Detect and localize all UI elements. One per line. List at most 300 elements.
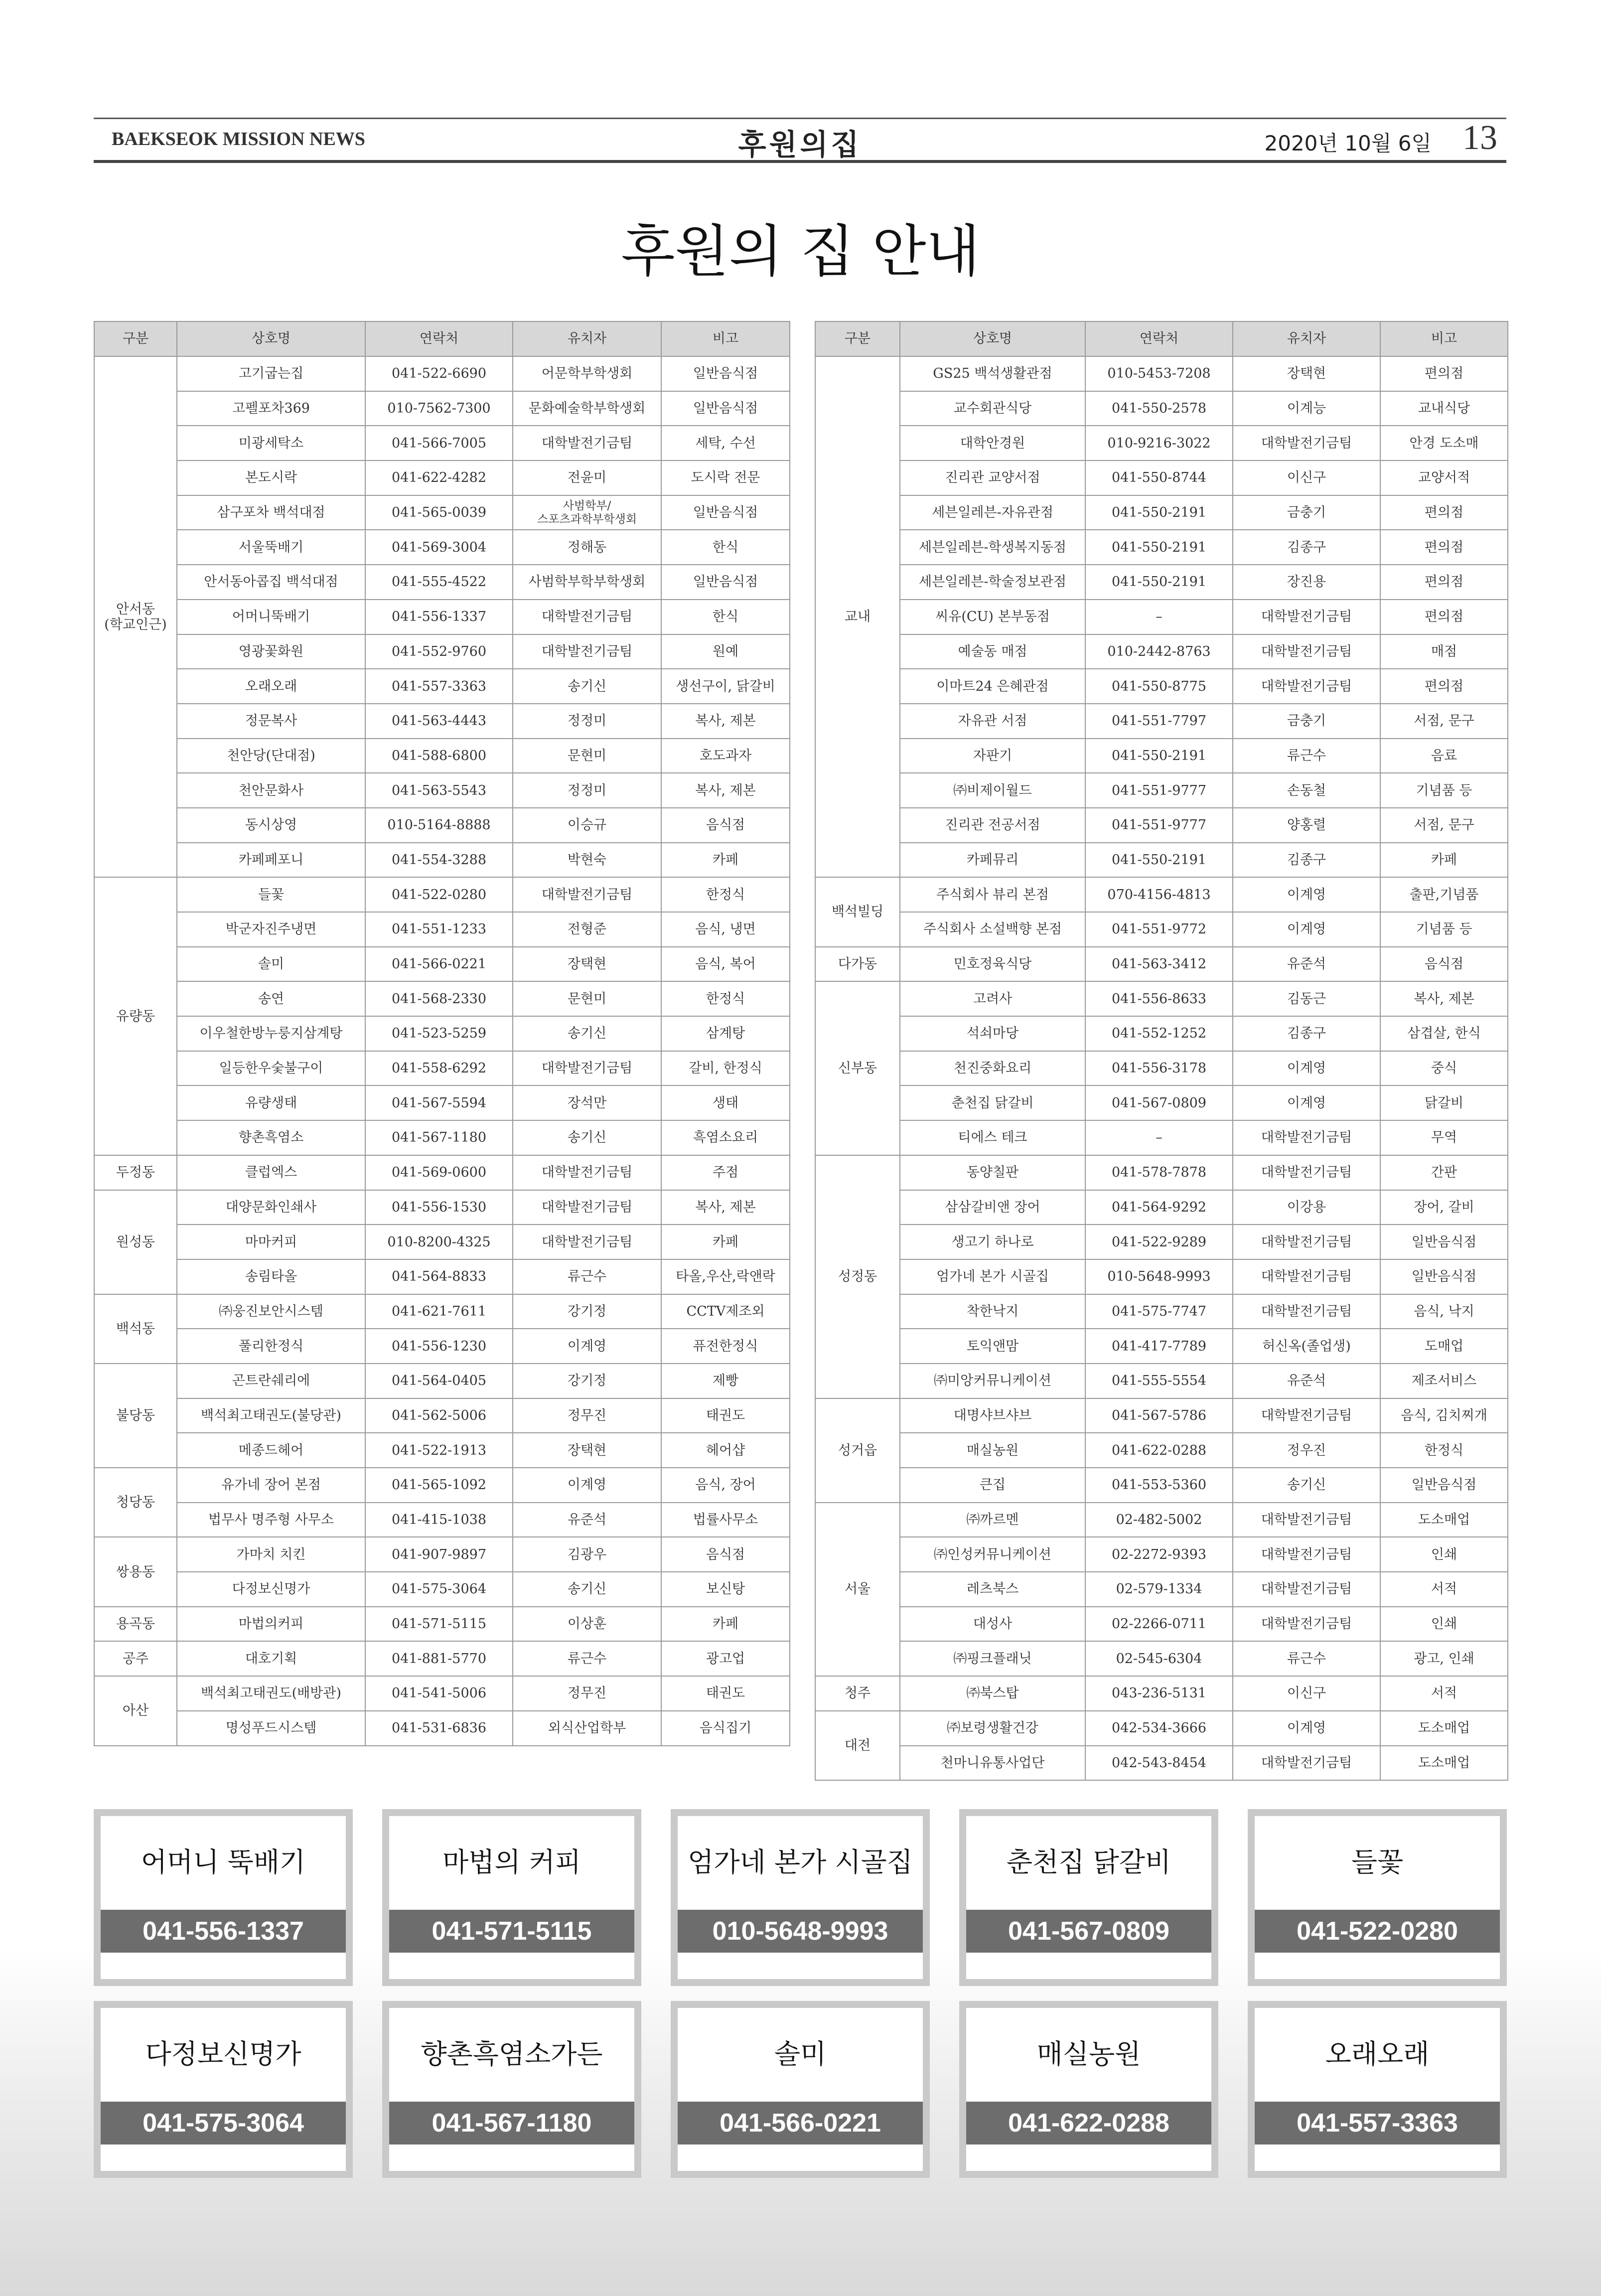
- recruiter-cell: 허신옥(졸업생): [1233, 1329, 1380, 1364]
- phone-cell: 041-522-9289: [1085, 1225, 1233, 1259]
- phone-cell: 041-556-1230: [365, 1329, 513, 1364]
- phone-cell: 042-534-3666: [1085, 1711, 1233, 1746]
- store-name-cell: ㈜보령생활건강: [900, 1711, 1085, 1746]
- phone-cell: 041-531-6836: [365, 1711, 513, 1746]
- col-header-store: 상호명: [177, 321, 365, 356]
- note-cell: 음식, 냉면: [661, 912, 790, 947]
- note-cell: 중식: [1380, 1051, 1508, 1086]
- table-row: [94, 1468, 790, 1503]
- recruiter-cell: 사범학부학부학생회: [513, 565, 661, 600]
- recruiter-cell: 대학발전기금팀: [1233, 1398, 1380, 1433]
- store-name-cell: 민호정육식당: [900, 947, 1085, 982]
- phone-cell: 02-2272-9393: [1085, 1537, 1233, 1572]
- recruiter-cell: 손동철: [1233, 773, 1380, 808]
- store-name-cell: 춘천집 닭갈비: [900, 1085, 1085, 1120]
- recruiter-cell: 대학발전기금팀: [1233, 1746, 1380, 1781]
- phone-cell: 041-555-5554: [1085, 1364, 1233, 1398]
- sponsor-card-body: [678, 2008, 923, 2171]
- sponsor-card-body: [1255, 1816, 1500, 1979]
- area-cell: 다가동: [815, 947, 900, 982]
- phone-cell: 010-7562-7300: [365, 391, 513, 426]
- recruiter-cell: 대학발전기금팀: [1233, 1225, 1380, 1259]
- note-cell: 닭갈비: [1380, 1085, 1508, 1120]
- note-cell: 편의점: [1380, 495, 1508, 530]
- note-cell: 법률사무소: [661, 1503, 790, 1537]
- phone-cell: 041-575-7747: [1085, 1294, 1233, 1329]
- note-cell: 음식, 낙지: [1380, 1294, 1508, 1329]
- phone-cell: 041-554-3288: [365, 843, 513, 878]
- note-cell: 흑염소요리: [661, 1120, 790, 1155]
- area-cell: 청주: [815, 1676, 900, 1711]
- recruiter-cell: 문화예술학부학생회: [513, 391, 661, 426]
- store-name-cell: 주식회사 뷰리 본점: [900, 877, 1085, 912]
- table-row: [94, 773, 790, 808]
- phone-cell: 041-550-8744: [1085, 460, 1233, 495]
- sponsor-name: 춘천집 닭갈비: [1006, 1846, 1171, 1878]
- recruiter-cell: 이계영: [1233, 877, 1380, 912]
- store-name-cell: 큰집: [900, 1468, 1085, 1503]
- note-cell: 한정식: [661, 981, 790, 1016]
- recruiter-cell: 장진용: [1233, 565, 1380, 600]
- recruiter-cell: 정무진: [513, 1676, 661, 1711]
- col-header-contact: 연락처: [1085, 321, 1233, 356]
- store-name-cell: 세븐일레븐-학술정보관점: [900, 565, 1085, 600]
- note-cell: 편의점: [1380, 530, 1508, 565]
- masthead: [94, 118, 1506, 163]
- table-row: [94, 808, 790, 843]
- phone-cell: 041-551-9772: [1085, 912, 1233, 947]
- col-header-note: 비고: [661, 321, 790, 356]
- phone-cell: 041-562-5006: [365, 1398, 513, 1433]
- note-cell: 음식점: [1380, 947, 1508, 982]
- phone-cell: 041-588-6800: [365, 739, 513, 773]
- store-name-cell: 대명샤브샤브: [900, 1398, 1085, 1433]
- table-row: [815, 704, 1508, 739]
- area-cell: 서울: [815, 1503, 900, 1676]
- table-row: [94, 704, 790, 739]
- recruiter-cell: 대학발전기금팀: [1233, 1607, 1380, 1642]
- recruiter-cell: 대학발전기금팀: [513, 600, 661, 634]
- phone-cell: 070-4156-4813: [1085, 877, 1233, 912]
- phone-cell: 041-558-6292: [365, 1051, 513, 1086]
- note-cell: 도소매업: [1380, 1746, 1508, 1781]
- note-cell: 생선구이, 닭갈비: [661, 669, 790, 704]
- store-name-cell: 유가네 장어 본점: [177, 1468, 365, 1503]
- recruiter-cell: 대학발전기금팀: [1233, 1294, 1380, 1329]
- store-name-cell: ㈜미앙커뮤니케이션: [900, 1364, 1085, 1398]
- table-row: [815, 1468, 1508, 1503]
- store-name-cell: 씨유(CU) 본부동점: [900, 600, 1085, 634]
- note-cell: 주점: [661, 1155, 790, 1190]
- sponsor-phone: 041-567-1180: [389, 2102, 634, 2144]
- store-name-cell: 엄가네 본가 시골집: [900, 1259, 1085, 1294]
- note-cell: 카페: [661, 843, 790, 878]
- store-name-cell: ㈜핑크플래닛: [900, 1641, 1085, 1676]
- note-cell: 카페: [661, 1607, 790, 1642]
- recruiter-cell: 사범학부/ 스포츠과학부학생회: [513, 495, 661, 530]
- recruiter-cell: 류근수: [513, 1259, 661, 1294]
- table-row: [815, 1746, 1508, 1781]
- store-name-cell: 동시상영: [177, 808, 365, 843]
- recruiter-cell: 이계영: [1233, 1085, 1380, 1120]
- phone-cell: 041-567-0809: [1085, 1085, 1233, 1120]
- recruiter-cell: 대학발전기금팀: [1233, 426, 1380, 460]
- table-row: [815, 1537, 1508, 1572]
- store-name-cell: ㈜웅진보안시스템: [177, 1294, 365, 1329]
- recruiter-cell: 대학발전기금팀: [1233, 1572, 1380, 1607]
- table-row: [815, 1155, 1508, 1190]
- recruiter-cell: 류근수: [513, 1641, 661, 1676]
- note-cell: 카페: [1380, 843, 1508, 878]
- recruiter-cell: 장택현: [1233, 356, 1380, 391]
- note-cell: 음료: [1380, 739, 1508, 773]
- table-row: [94, 391, 790, 426]
- area-cell: 성거읍: [815, 1398, 900, 1503]
- area-cell: 두정동: [94, 1155, 177, 1190]
- table-row: [94, 1190, 790, 1225]
- note-cell: 한정식: [661, 877, 790, 912]
- table-row: [815, 565, 1508, 600]
- phone-cell: 041-556-3178: [1085, 1051, 1233, 1086]
- table-row: [94, 1676, 790, 1711]
- note-cell: 기념품 등: [1380, 912, 1508, 947]
- phone-cell: 010-5164-8888: [365, 808, 513, 843]
- note-cell: 타올,우산,락앤락: [661, 1259, 790, 1294]
- recruiter-cell: 대학발전기금팀: [513, 634, 661, 669]
- area-cell: 용곡동: [94, 1607, 177, 1642]
- store-name-cell: 서울뚝배기: [177, 530, 365, 565]
- note-cell: 음식, 복어: [661, 947, 790, 982]
- phone-cell: 010-5648-9993: [1085, 1259, 1233, 1294]
- phone-cell: 041-566-0221: [365, 947, 513, 982]
- recruiter-cell: 금충기: [1233, 704, 1380, 739]
- table-row: [94, 981, 790, 1016]
- note-cell: 헤어샵: [661, 1433, 790, 1468]
- note-cell: 복사, 제본: [661, 773, 790, 808]
- sponsor-card-body: [101, 1816, 346, 1979]
- table-row: [815, 808, 1508, 843]
- note-cell: 서적: [1380, 1572, 1508, 1607]
- phone-cell: 041-551-9777: [1085, 808, 1233, 843]
- store-name-cell: 주식회사 소설백향 본점: [900, 912, 1085, 947]
- phone-cell: 041-575-3064: [365, 1572, 513, 1607]
- sponsor-card-body: [1255, 2008, 1500, 2171]
- table-row: [94, 1329, 790, 1364]
- recruiter-cell: 강기정: [513, 1364, 661, 1398]
- col-header-store: 상호명: [900, 321, 1085, 356]
- sponsor-card: [1248, 1809, 1507, 1986]
- store-name-cell: 고기굽는집: [177, 356, 365, 391]
- section-name: 후원의집: [738, 128, 862, 161]
- phone-cell: 010-8200-4325: [365, 1225, 513, 1259]
- note-cell: 일반음식점: [1380, 1468, 1508, 1503]
- store-name-cell: 카페뮤리: [900, 843, 1085, 878]
- note-cell: 도소매업: [1380, 1711, 1508, 1746]
- recruiter-cell: 송기신: [513, 1120, 661, 1155]
- page-title: 후원의 집 안내: [621, 219, 980, 284]
- sponsor-card: [382, 2001, 641, 2178]
- recruiter-cell: 정우진: [1233, 1433, 1380, 1468]
- phone-cell: 041-569-3004: [365, 530, 513, 565]
- table-row: [815, 634, 1508, 669]
- note-cell: 갈비, 한정식: [661, 1051, 790, 1086]
- note-cell: 서점, 문구: [1380, 704, 1508, 739]
- recruiter-cell: 장택현: [513, 947, 661, 982]
- note-cell: 삼계탕: [661, 1016, 790, 1051]
- note-cell: 한식: [661, 600, 790, 634]
- table-row: [94, 1120, 790, 1155]
- table-row: [815, 1641, 1508, 1676]
- table-row: [94, 530, 790, 565]
- phone-cell: 042-543-8454: [1085, 1746, 1233, 1781]
- store-name-cell: 다정보신명가: [177, 1572, 365, 1607]
- phone-cell: 041-522-6690: [365, 356, 513, 391]
- phone-cell: 041-621-7611: [365, 1294, 513, 1329]
- note-cell: 일반음식점: [661, 565, 790, 600]
- recruiter-cell: 대학발전기금팀: [1233, 1259, 1380, 1294]
- table-row: [94, 600, 790, 634]
- phone-cell: 041-565-1092: [365, 1468, 513, 1503]
- page-number: 13: [1462, 119, 1497, 157]
- phone-cell: 041-555-4522: [365, 565, 513, 600]
- note-cell: 퓨전한정식: [661, 1329, 790, 1364]
- recruiter-cell: 대학발전기금팀: [513, 426, 661, 460]
- phone-cell: 010-5453-7208: [1085, 356, 1233, 391]
- recruiter-cell: 문현미: [513, 739, 661, 773]
- recruiter-cell: 이상훈: [513, 1607, 661, 1642]
- note-cell: 간판: [1380, 1155, 1508, 1190]
- table-row: [94, 1641, 790, 1676]
- table-row: [815, 356, 1508, 391]
- table-row: [815, 530, 1508, 565]
- table-row: [94, 565, 790, 600]
- store-name-cell: ㈜인성커뮤니케이션: [900, 1537, 1085, 1572]
- table-row: [94, 356, 790, 391]
- table-row: [815, 912, 1508, 947]
- phone-cell: 041-550-8775: [1085, 669, 1233, 704]
- sponsor-phone: 041-622-0288: [966, 2102, 1211, 2144]
- recruiter-cell: 외식산업학부: [513, 1711, 661, 1746]
- store-name-cell: 곤트란쉐리에: [177, 1364, 365, 1398]
- store-name-cell: 착한낙지: [900, 1294, 1085, 1329]
- sponsor-name: 매실농원: [1036, 2038, 1141, 2070]
- phone-cell: 041-567-1180: [365, 1120, 513, 1155]
- table-row: [815, 1607, 1508, 1642]
- table-row: [94, 1259, 790, 1294]
- table-row: [815, 1503, 1508, 1537]
- phone-cell: 041-415-1038: [365, 1503, 513, 1537]
- store-name-cell: 천안당(단대점): [177, 739, 365, 773]
- store-name-cell: 정문복사: [177, 704, 365, 739]
- store-name-cell: 레츠북스: [900, 1572, 1085, 1607]
- store-name-cell: 향촌흑염소: [177, 1120, 365, 1155]
- recruiter-cell: 대학발전기금팀: [1233, 600, 1380, 634]
- phone-cell: 041-550-2191: [1085, 565, 1233, 600]
- area-cell: 쌍용동: [94, 1537, 177, 1606]
- note-cell: 도매업: [1380, 1329, 1508, 1364]
- table-row: [94, 1225, 790, 1259]
- note-cell: 광고, 인쇄: [1380, 1641, 1508, 1676]
- phone-cell: 041-557-3363: [365, 669, 513, 704]
- area-cell: 청당동: [94, 1468, 177, 1537]
- recruiter-cell: 금충기: [1233, 495, 1380, 530]
- table-row: [815, 495, 1508, 530]
- phone-cell: 041-564-8833: [365, 1259, 513, 1294]
- table-row: [815, 877, 1508, 912]
- phone-cell: 041-556-1337: [365, 600, 513, 634]
- phone-cell: 041-556-8633: [1085, 981, 1233, 1016]
- store-name-cell: 클럽엑스: [177, 1155, 365, 1190]
- note-cell: 태권도: [661, 1676, 790, 1711]
- recruiter-cell: 대학발전기금팀: [513, 1190, 661, 1225]
- table-row: [815, 1051, 1508, 1086]
- area-cell: 성정동: [815, 1155, 900, 1398]
- phone-cell: 041-523-5259: [365, 1016, 513, 1051]
- store-name-cell: 예술동 매점: [900, 634, 1085, 669]
- table-row: [94, 426, 790, 460]
- recruiter-cell: 이계능: [1233, 391, 1380, 426]
- note-cell: 일반음식점: [661, 356, 790, 391]
- store-name-cell: 일등한우숯불구이: [177, 1051, 365, 1086]
- recruiter-cell: 문현미: [513, 981, 661, 1016]
- phone-cell: 041-551-9777: [1085, 773, 1233, 808]
- table-row: [815, 426, 1508, 460]
- sponsor-card: [94, 2001, 353, 2178]
- recruiter-cell: 유준석: [513, 1503, 661, 1537]
- note-cell: 인쇄: [1380, 1607, 1508, 1642]
- table-row: [94, 877, 790, 912]
- recruiter-cell: 전형준: [513, 912, 661, 947]
- table-row: [94, 1016, 790, 1051]
- table-row: [815, 1711, 1508, 1746]
- store-name-cell: 본도시락: [177, 460, 365, 495]
- store-name-cell: 마마커피: [177, 1225, 365, 1259]
- note-cell: 음식점: [661, 808, 790, 843]
- sponsor-card-body: [966, 1816, 1211, 1979]
- sponsor-name: 마법의 커피: [442, 1846, 581, 1878]
- store-name-cell: ㈜까르멘: [900, 1503, 1085, 1537]
- table-row: [815, 669, 1508, 704]
- phone-cell: 041-564-9292: [1085, 1190, 1233, 1225]
- recruiter-cell: 이강용: [1233, 1190, 1380, 1225]
- recruiter-cell: 송기신: [1233, 1468, 1380, 1503]
- recruiter-cell: 김종구: [1233, 843, 1380, 878]
- phone-cell: –: [1085, 600, 1233, 634]
- note-cell: 복사, 제본: [661, 1190, 790, 1225]
- recruiter-cell: 이승규: [513, 808, 661, 843]
- note-cell: 일반음식점: [1380, 1259, 1508, 1294]
- store-name-cell: 어머니뚝배기: [177, 600, 365, 634]
- sponsor-phone: 041-571-5115: [389, 1910, 634, 1953]
- sponsor-name: 엄가네 본가 시골집: [688, 1846, 913, 1878]
- store-name-cell: 백석최고태권도(배방관): [177, 1676, 365, 1711]
- phone-cell: 041-550-2191: [1085, 739, 1233, 773]
- table-row: [815, 1572, 1508, 1607]
- recruiter-cell: 유준석: [1233, 947, 1380, 982]
- note-cell: 음식, 장어: [661, 1468, 790, 1503]
- note-cell: 음식, 김치찌개: [1380, 1398, 1508, 1433]
- recruiter-cell: 이신구: [1233, 1676, 1380, 1711]
- note-cell: 서적: [1380, 1676, 1508, 1711]
- note-cell: 원예: [661, 634, 790, 669]
- note-cell: 도소매업: [1380, 1503, 1508, 1537]
- sponsor-phone: 041-522-0280: [1255, 1910, 1500, 1953]
- phone-cell: 041-881-5770: [365, 1641, 513, 1676]
- table-row: [815, 1364, 1508, 1398]
- sponsor-phone: 041-575-3064: [101, 2102, 346, 2144]
- recruiter-cell: 전윤미: [513, 460, 661, 495]
- store-name-cell: 이우철한방누룽지삼계탕: [177, 1016, 365, 1051]
- recruiter-cell: 유준석: [1233, 1364, 1380, 1398]
- note-cell: 일반음식점: [1380, 1225, 1508, 1259]
- table-row: [815, 947, 1508, 982]
- phone-cell: 041-550-2191: [1085, 530, 1233, 565]
- recruiter-cell: 이계영: [1233, 1051, 1380, 1086]
- store-name-cell: 마법의커피: [177, 1607, 365, 1642]
- recruiter-cell: 대학발전기금팀: [513, 1155, 661, 1190]
- store-name-cell: 대성사: [900, 1607, 1085, 1642]
- recruiter-cell: 박현숙: [513, 843, 661, 878]
- note-cell: 편의점: [1380, 669, 1508, 704]
- table-row: [815, 773, 1508, 808]
- phone-cell: 041-565-0039: [365, 495, 513, 530]
- note-cell: 한식: [661, 530, 790, 565]
- table-row: [815, 1398, 1508, 1433]
- recruiter-cell: 김종구: [1233, 1016, 1380, 1051]
- directory-table-right: [815, 321, 1508, 1781]
- phone-cell: 043-236-5131: [1085, 1676, 1233, 1711]
- sponsor-phone: 041-557-3363: [1255, 2102, 1500, 2144]
- table-row: [815, 391, 1508, 426]
- area-cell: 백석동: [94, 1294, 177, 1364]
- note-cell: 음식점: [661, 1537, 790, 1572]
- table-row: [94, 460, 790, 495]
- phone-cell: 041-622-0288: [1085, 1433, 1233, 1468]
- directory-table-left: [94, 321, 790, 1746]
- note-cell: 일반음식점: [661, 391, 790, 426]
- recruiter-cell: 정해동: [513, 530, 661, 565]
- recruiter-cell: 송기신: [513, 1016, 661, 1051]
- recruiter-cell: 어문학부학생회: [513, 356, 661, 391]
- col-header-area: 구분: [94, 321, 177, 356]
- phone-cell: 041-550-2578: [1085, 391, 1233, 426]
- sponsor-card: [671, 1809, 930, 1986]
- recruiter-cell: 대학발전기금팀: [1233, 1537, 1380, 1572]
- table-row: [815, 1190, 1508, 1225]
- note-cell: CCTV제조외: [661, 1294, 790, 1329]
- phone-cell: 02-482-5002: [1085, 1503, 1233, 1537]
- area-cell: 교내: [815, 356, 900, 877]
- note-cell: 기념품 등: [1380, 773, 1508, 808]
- table-row: [94, 739, 790, 773]
- store-name-cell: 가마치 치킨: [177, 1537, 365, 1572]
- table-row: [815, 1120, 1508, 1155]
- phone-cell: 041-564-0405: [365, 1364, 513, 1398]
- sponsor-card: [671, 2001, 930, 2178]
- note-cell: 편의점: [1380, 565, 1508, 600]
- phone-cell: 010-2442-8763: [1085, 634, 1233, 669]
- store-name-cell: 천마니유통사업단: [900, 1746, 1085, 1781]
- sponsor-card-body: [389, 1816, 634, 1979]
- note-cell: 세탁, 수선: [661, 426, 790, 460]
- sponsor-name: 솔미: [774, 2038, 827, 2070]
- sponsor-phone: 041-566-0221: [678, 2102, 923, 2144]
- phone-cell: 041-578-7878: [1085, 1155, 1233, 1190]
- note-cell: 편의점: [1380, 600, 1508, 634]
- table-row: [94, 1085, 790, 1120]
- table-row: [815, 843, 1508, 878]
- note-cell: 보신탕: [661, 1572, 790, 1607]
